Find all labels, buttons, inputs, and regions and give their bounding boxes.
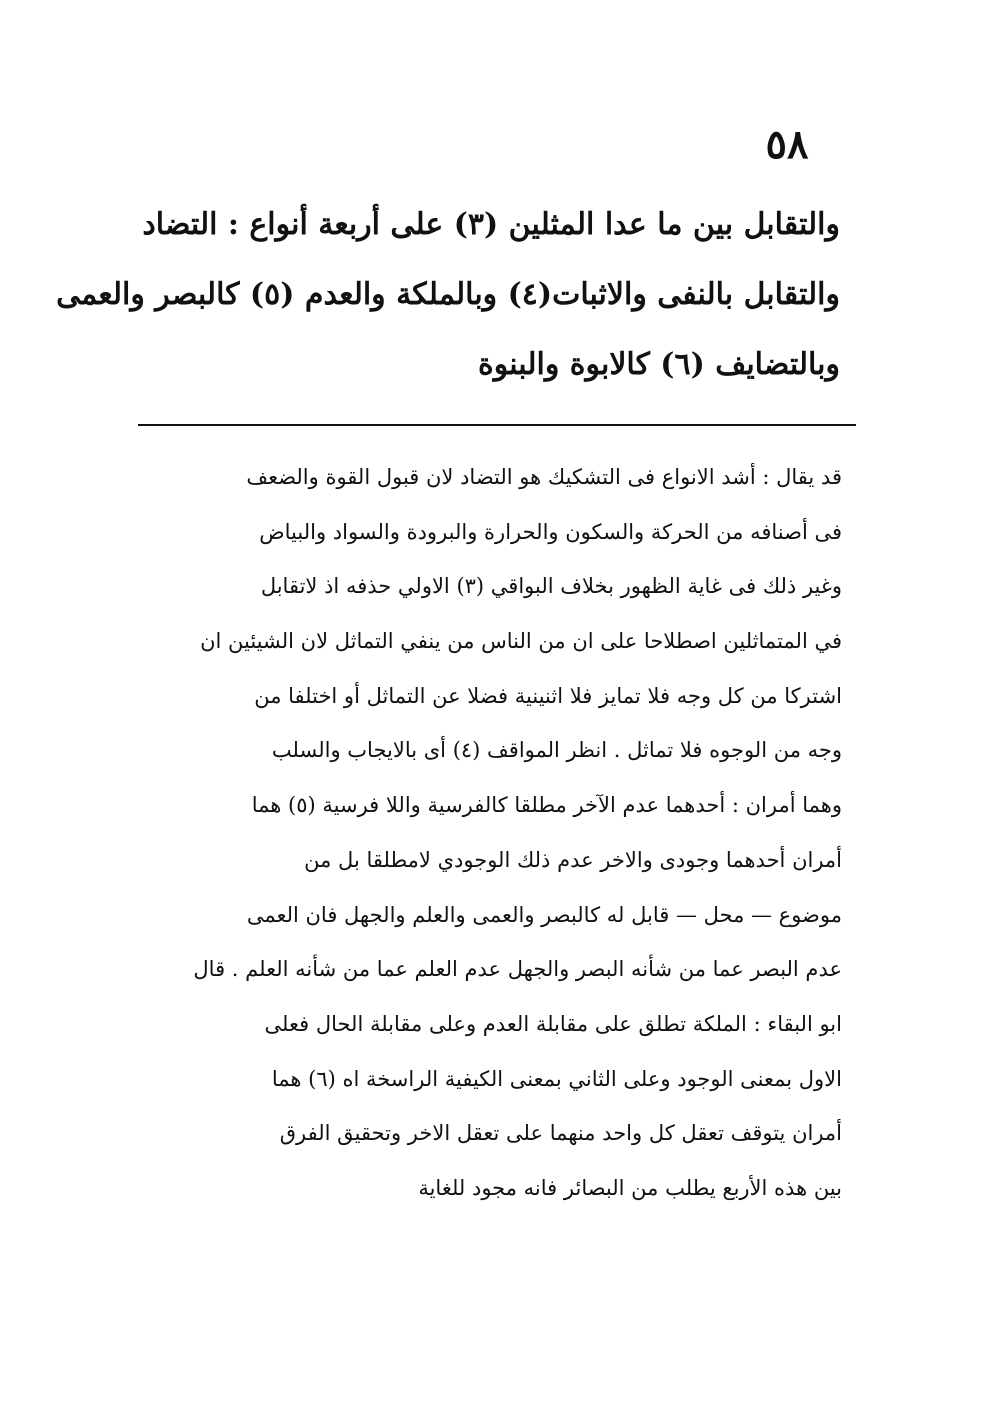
footnotes xyxy=(128,450,842,1216)
main-text-line: والتقابل بين ما عدا المثلين (٣) على أربعة أنواع : التضاد xyxy=(142,207,840,242)
main-text xyxy=(56,190,840,400)
page-number: ٥٨ xyxy=(765,121,809,168)
footnote-line: وهما أمران : أحدهما عدم الآخر مطلقا كالفرسية واللا فرسية (٥) هما xyxy=(251,793,842,818)
footnote-line: أمران يتوقف تعقل كل واحد منهما على تعقل الاخر وتحقيق الفرق xyxy=(279,1121,842,1146)
footnote-line: فى أصنافه من الحركة والسكون والحرارة والبرودة والسواد والبياض xyxy=(259,519,842,544)
footnote-line: بين هذه الأربع يطلب من البصائر فانه مجود للغاية xyxy=(418,1175,842,1200)
footnote-line: قد يقال : أشد الانواع فى التشكيك هو التضاد لان قبول القوة والضعف xyxy=(246,465,842,489)
footnote-line: موضوع — محل — قابل له كالبصر والعمى والعلم والجهل فان العمى xyxy=(246,902,842,927)
footnote-divider xyxy=(138,424,856,426)
footnote-line: اشتركا من كل وجه فلا تمايز فلا اثنينية فضلا عن التماثل أو اختلفا من xyxy=(254,683,842,708)
footnote-line: الاول بمعنى الوجود وعلى الثاني بمعنى الكيفية الراسخة اه (٦) هما xyxy=(271,1066,842,1091)
footnote-line: أمران أحدهما وجودى والاخر عدم ذلك الوجودي لامطلقا بل من xyxy=(304,847,842,872)
footnote-line: ابو البقاء : الملكة تطلق على مقابلة العدم وعلى مقابلة الحال فعلى xyxy=(264,1011,842,1036)
footnote-line: عدم البصر عما من شأنه البصر والجهل عدم العلم عما من شأنه العلم . قال xyxy=(193,957,842,982)
footnote-line: في المتماثلين اصطلاحا على ان من الناس من ينفي التماثل لان الشيئين ان xyxy=(200,629,842,654)
main-text-line: وبالتضايف (٦) كالابوة والبنوة xyxy=(478,347,840,382)
main-text-line: والتقابل بالنفى والاثبات(٤) وبالملكة والعدم (٥) كالبصر والعمى xyxy=(56,277,840,312)
footnote-line: وجه من الوجوه فلا تماثل . انظر المواقف (٤) أى بالايجاب والسلب xyxy=(271,738,842,763)
footnote-line: وغير ذلك فى غاية الظهور بخلاف البواقي (٣) الاولي حذفه اذ لاتقابل xyxy=(260,574,842,599)
